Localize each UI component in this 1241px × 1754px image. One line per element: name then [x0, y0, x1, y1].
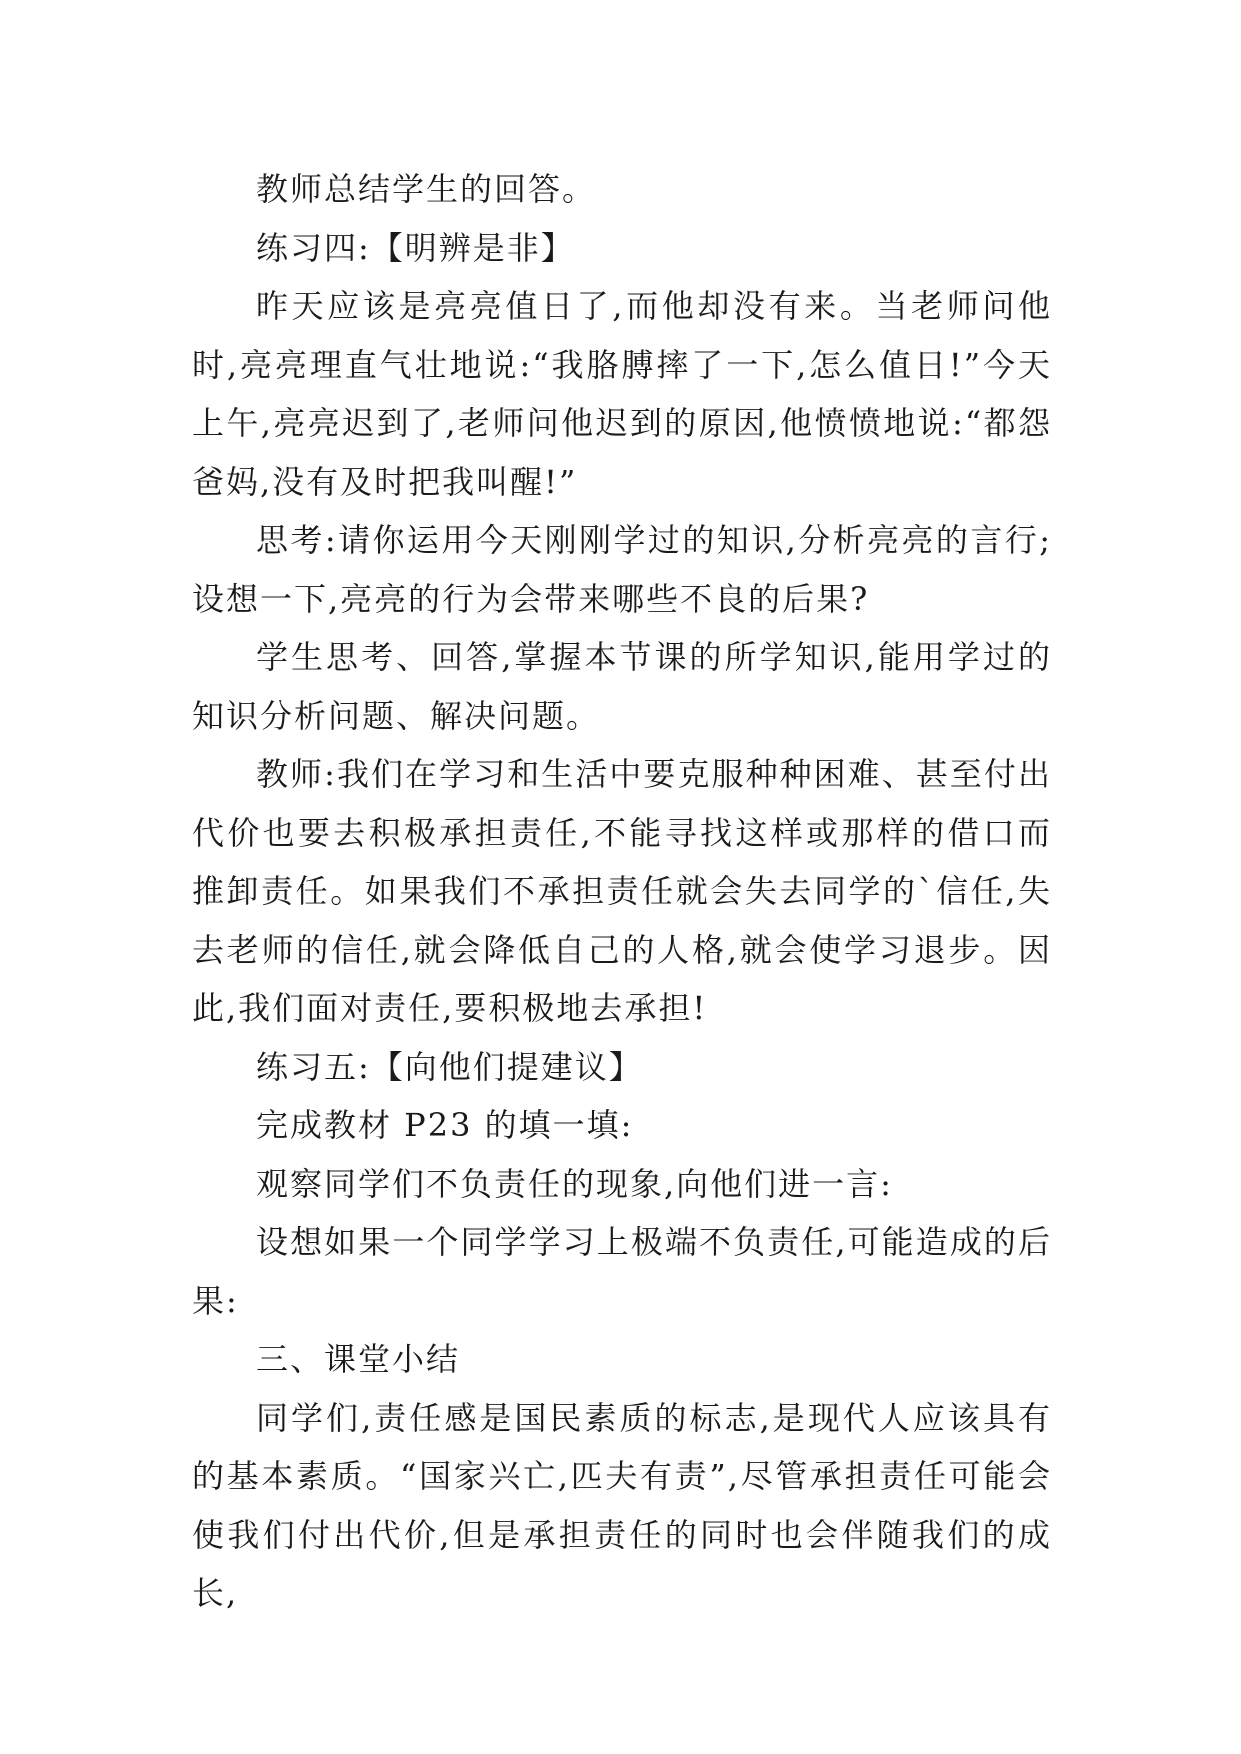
paragraph-observe-classmates: 观察同学们不负责任的现象,向他们进一言:	[256, 1164, 893, 1203]
paragraph-exercise-five-heading: 练习五:【向他们提建议】	[256, 1047, 643, 1086]
paragraph-imagine-consequences: 设想如果一个同学学习上极端不负责任,可能造成的后果:	[192, 1223, 1052, 1320]
paragraph-exercise-four-heading: 练习四:【明辨是非】	[256, 228, 575, 267]
paragraph-class-summary-heading: 三、课堂小结	[256, 1340, 461, 1378]
paragraph-class-summary-text: 同学们,责任感是国民素质的标志,是现代人应该具有的基本素质。“国家兴亡,匹夫有责”,尽管承担责任可能会使我们付出代价,但是承担责任的同时也会伴随我们的成长,	[192, 1398, 1052, 1612]
paragraph-student-answer: 学生思考、回答,掌握本节课的所学知识,能用学过的知识分析问题、解决问题。	[192, 638, 1052, 735]
paragraph-liangliang-story: 昨天应该是亮亮值日了,而他却没有来。当老师问他时,亮亮理直气壮地说:“我胳膊摔了一下,怎么值日!”今天上午,亮亮迟到了,老师问他迟到的原因,他愤愤地说:“都怨爸妈,没有及时把我叫醒!”	[192, 287, 1052, 501]
paragraph-textbook-task: 完成教材 P23 的填一填:	[256, 1106, 634, 1144]
paragraph-think-question: 思考:请你运用今天刚刚学过的知识,分析亮亮的言行;设想一下,亮亮的行为会带来哪些不良的后果?	[192, 521, 1052, 618]
document-page	[192, 160, 1052, 1623]
paragraph-teacher-summary: 教师总结学生的回答。	[256, 170, 597, 208]
paragraph-teacher-statement: 教师:我们在学习和生活中要克服种种困难、甚至付出代价也要去积极承担责任,不能寻找这样或那样的借口而推卸责任。如果我们不承担责任就会失去同学的`信任,失去老师的信任,就会降低自己的人格,就会使学习退步。因此,我们面对责任,要积极地去承担!	[192, 755, 1052, 1027]
